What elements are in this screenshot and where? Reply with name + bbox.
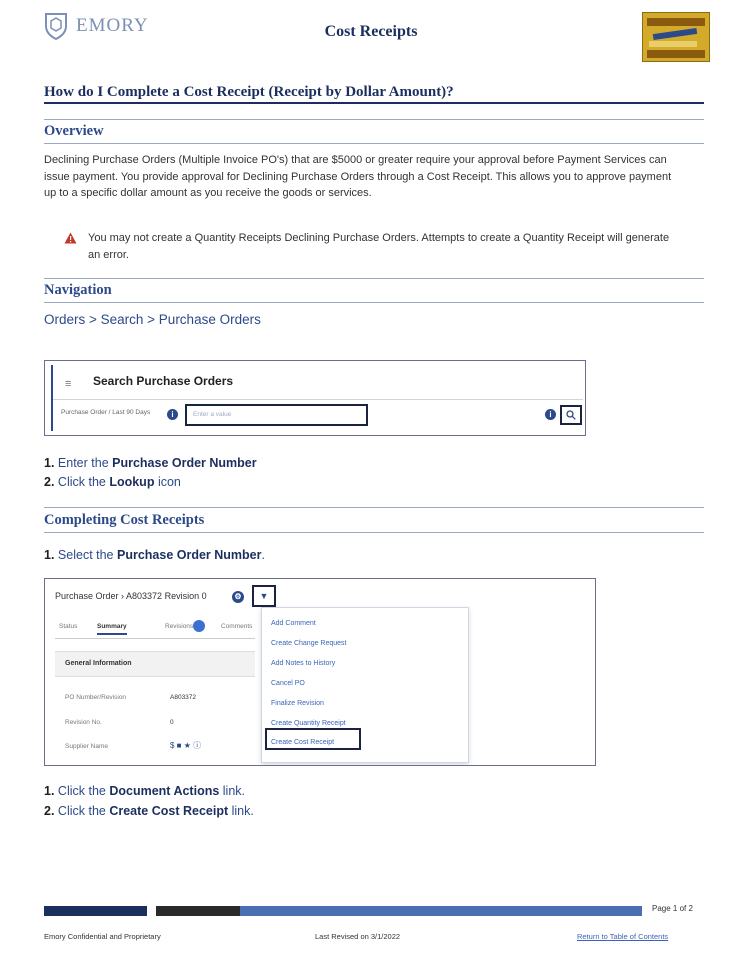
step-item (44, 548, 265, 562)
step-keyword: Purchase Order Number (117, 548, 262, 562)
step-number: 1. (44, 548, 55, 562)
step-keyword: Purchase Order Number (112, 456, 257, 470)
main-heading: How do I Complete a Cost Receipt (Receipt by Dollar Amount)? (44, 84, 454, 100)
completing-heading: Completing Cost Receipts (44, 512, 205, 528)
document-title: Cost Receipts (324, 23, 418, 40)
step-item (44, 784, 245, 798)
menu-item-create-cost-receipt[interactable]: Create Cost Receipt (271, 739, 335, 746)
step-keyword: Lookup (109, 475, 155, 489)
section-rule (44, 532, 704, 533)
field-label: Supplier Name (65, 743, 108, 750)
section-rule (44, 507, 704, 508)
step-text: Select the (57, 548, 117, 562)
section-rule (44, 143, 704, 144)
menu-item-cancel-po[interactable]: Cancel PO (271, 680, 305, 687)
accent-bar (51, 365, 53, 431)
step-text: icon (154, 475, 181, 489)
step-number: 1. (44, 456, 55, 470)
lookup-button[interactable] (560, 405, 582, 425)
field-label: PO Number/Revision (65, 694, 127, 701)
supplier-icons: $ ■ ★ ⓘ (170, 741, 202, 750)
hamburger-icon: ≡ (65, 378, 72, 390)
tab-comments[interactable]: Comments (221, 623, 253, 630)
tab-summary[interactable]: Summary (97, 623, 127, 635)
footer-confidential: Emory Confidential and Proprietary (44, 932, 161, 941)
step-item (44, 456, 257, 470)
step-text: Click the (57, 475, 110, 489)
step-text: Enter the (57, 456, 113, 470)
section-rule (44, 302, 704, 303)
overview-heading: Overview (44, 123, 104, 139)
step-text: . (261, 548, 265, 562)
general-info-label: General Information (65, 660, 132, 667)
step-text: Click the (57, 804, 110, 818)
footer-revised: Last Revised on 3/1/2022 (315, 932, 401, 941)
warning-text: You may not create a Quantity Receipts Declining Purchase Orders. Attempts to create a Quantity Receipt will generate an error. (88, 232, 670, 261)
search-title: Search Purchase Orders (93, 374, 234, 388)
warning-icon (64, 232, 77, 244)
step-text: link. (228, 804, 254, 818)
logo-text: EMORY (76, 15, 149, 36)
step-text: link. (219, 784, 245, 798)
input-placeholder: Enter a value (193, 411, 232, 418)
divider (53, 399, 583, 400)
po-tabs (55, 617, 255, 639)
po-number-input[interactable] (185, 404, 368, 426)
footer-bar-segment (156, 906, 240, 916)
toc-link[interactable]: Return to Table of Contents (577, 932, 669, 941)
express-badge-graphic (643, 13, 709, 61)
menu-item-add-notes[interactable]: Add Notes to History (271, 660, 336, 667)
express-badge (642, 12, 710, 62)
general-info-header (55, 651, 255, 677)
step-keyword: Create Cost Receipt (109, 804, 229, 818)
tab-revisions[interactable]: Revisions (165, 623, 194, 630)
overview-paragraph: Declining Purchase Orders (Multiple Invoice PO's) that are $5000 or greater require your approval before Payment Services can issue payment. You provide approval for Declining Purchase Orders through a Cost Receipt. This allows you to approve payment up to a specific dollar amount as you receive the goods or services. (44, 154, 672, 199)
menu-item-finalize-revision[interactable]: Finalize Revision (271, 700, 324, 707)
menu-item-add-comment[interactable]: Add Comment (271, 620, 316, 627)
search-icon (566, 410, 576, 420)
field-label: Revision No. (65, 719, 102, 726)
step-text: Click the (57, 784, 110, 798)
step-number: 1. (44, 784, 55, 798)
field-label: Purchase Order / Last 90 Days (61, 409, 151, 416)
footer-bars (44, 906, 654, 916)
highlight-box (265, 728, 361, 750)
po-breadcrumb: Purchase Order › A803372 Revision 0 (55, 591, 207, 601)
step-item (44, 804, 254, 818)
menu-item-create-change-request[interactable]: Create Change Request (271, 640, 347, 647)
section-rule (44, 278, 704, 279)
info-icon: i (167, 409, 178, 420)
field-value: A803372 (170, 694, 197, 701)
step-item (44, 475, 181, 489)
navigation-path: Orders > Search > Purchase Orders (44, 312, 261, 327)
step-number: 2. (44, 804, 55, 818)
info-icon: i (545, 409, 556, 420)
po-actions-screenshot (44, 578, 596, 766)
page-header (0, 0, 742, 70)
tab-status[interactable]: Status (59, 623, 78, 630)
step-keyword: Document Actions (109, 784, 220, 798)
page-number: Page 1 of 2 (652, 904, 693, 913)
footer-bar-segment (240, 906, 642, 916)
navigation-heading: Navigation (44, 282, 112, 298)
menu-item-create-quantity-receipt[interactable]: Create Quantity Receipt (271, 720, 346, 727)
section-rule (44, 119, 704, 120)
step-number: 2. (44, 475, 55, 489)
search-po-screenshot (44, 360, 586, 436)
document-actions-button[interactable]: ▼ (252, 585, 276, 607)
count-badge (193, 620, 205, 632)
heading-rule (44, 102, 704, 104)
footer-bar-segment (44, 906, 147, 916)
gear-icon: ⚙ (232, 591, 244, 603)
field-value: 0 (170, 719, 174, 726)
